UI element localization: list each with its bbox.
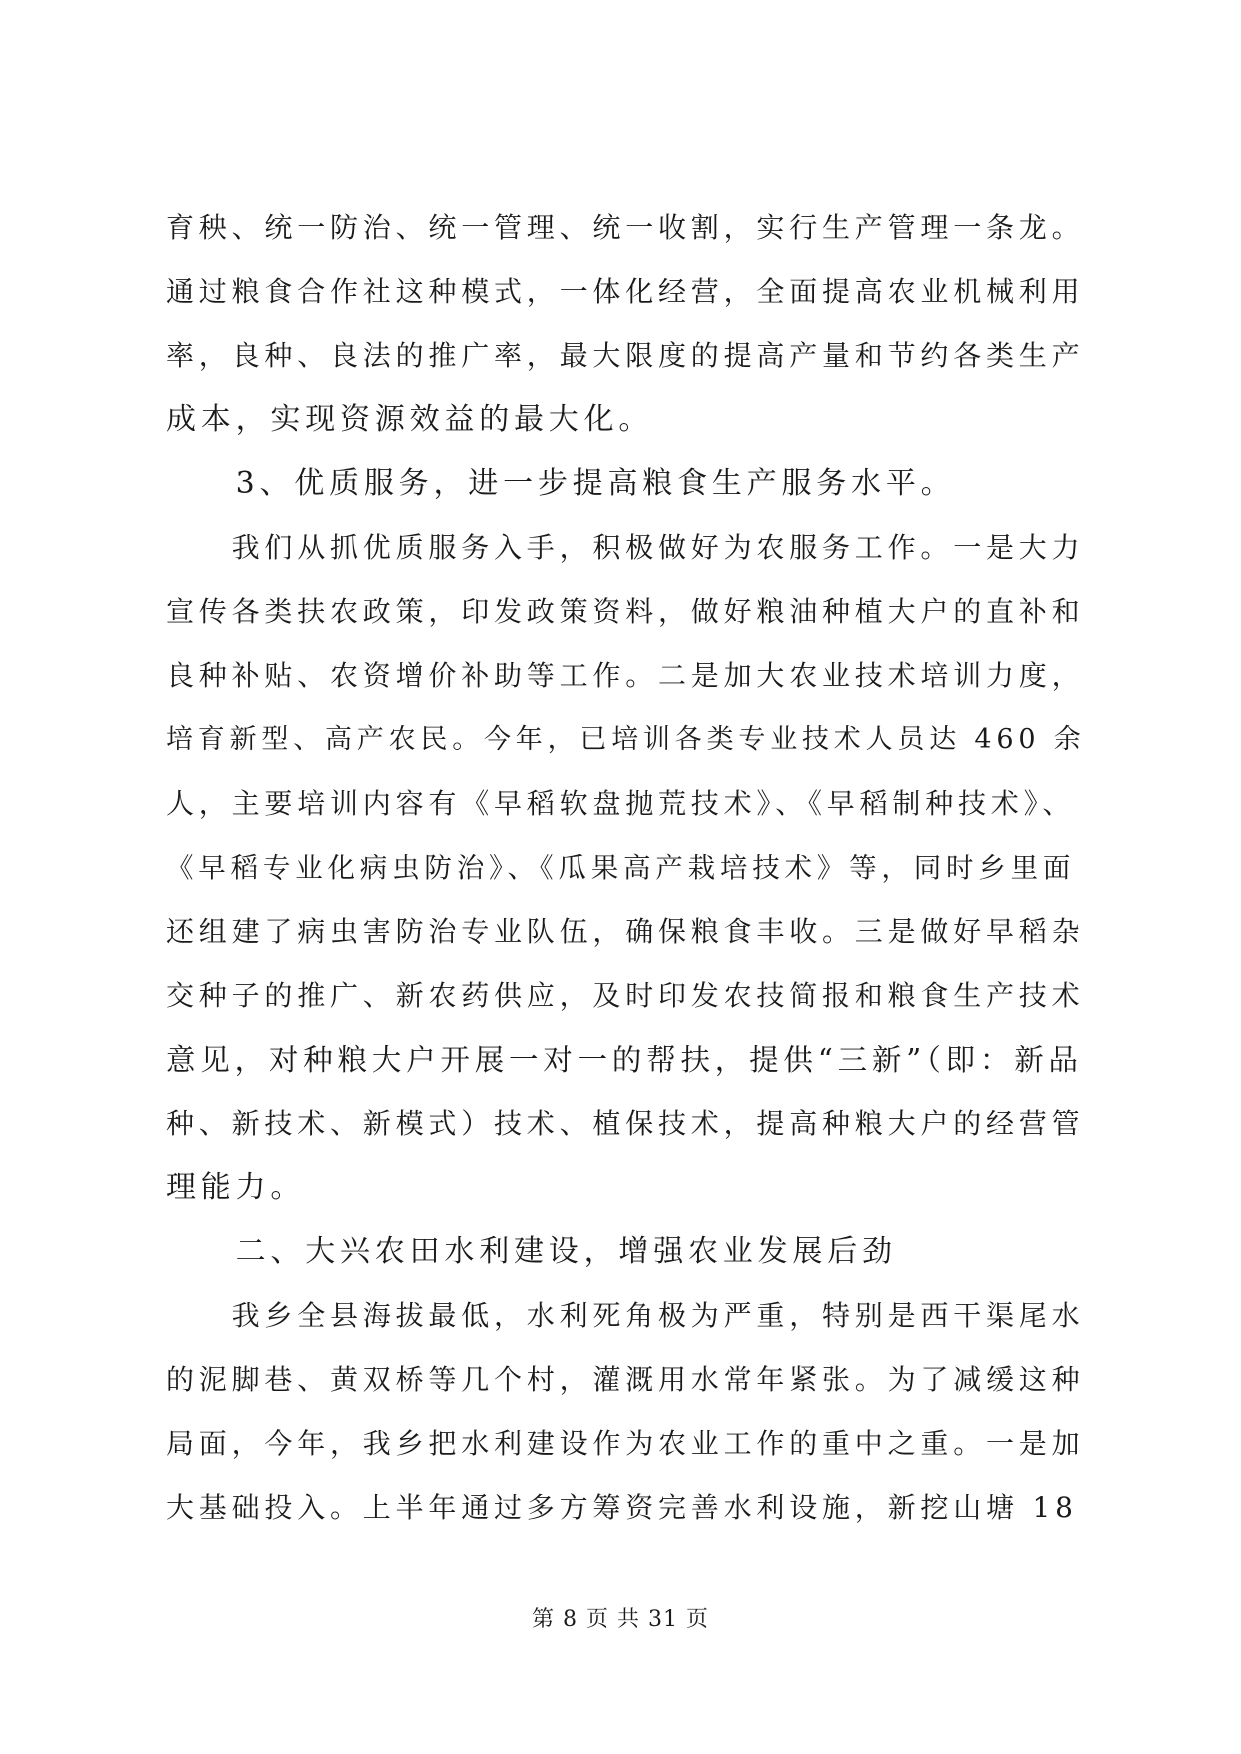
section-heading: 3、优质服务，进一步提高粮食生产服务水平。: [166, 466, 956, 501]
page-number-footer: 第 8 页 共 31 页: [532, 1607, 709, 1632]
section-heading: 二、大兴农田水利建设，增强农业发展后劲: [166, 1234, 897, 1269]
text-line: 理能力。: [166, 1170, 306, 1205]
text-line: 意见，对种粮大户开展一对一的帮扶，提供“三新”（即：新品: [166, 1043, 1083, 1077]
text-line: 交种子的推广、新农药供应，及时印发农技简报和粮食生产技术: [166, 979, 1085, 1012]
text-line: 的泥脚巷、黄双桥等几个村，灌溉用水常年紧张。为了减缓这种: [166, 1363, 1085, 1396]
text-line: 宣传各类扶农政策，印发政策资料，做好粮油种植大户的直补和: [166, 595, 1085, 628]
text-line: 人，主要培训内容有《早稻软盘抛荒技术》、《早稻制种技术》、: [166, 787, 1076, 820]
text-line: 通过粮食合作社这种模式，一体化经营，全面提高农业机械利用: [166, 275, 1085, 308]
text-line: 局面，今年，我乡把水利建设作为农业工作的重中之重。一是加: [166, 1427, 1085, 1460]
text-line: 我乡全县海拔最低，水利死角极为严重，特别是西干渠尾水: [166, 1299, 1085, 1332]
text-line: 育秧、统一防治、统一管理、统一收割，实行生产管理一条龙。: [166, 211, 1085, 244]
text-line: 种、新技术、新模式）技术、植保技术，提高种粮大户的经营管: [166, 1107, 1085, 1140]
text-line: 培育新型、高产农民。今年，已培训各类专业技术人员达 460 余: [166, 724, 1086, 755]
text-line: 率，良种、良法的推广率，最大限度的提高产量和节约各类生产: [166, 339, 1085, 372]
text-line: 《早稻专业化病虫防治》、《瓜果高产栽培技术》等，同时乡里面: [166, 852, 1076, 884]
text-line: 成本，实现资源效益的最大化。: [166, 402, 654, 437]
text-line: 还组建了病虫害防治专业队伍，确保粮食丰收。三是做好早稻杂: [166, 915, 1085, 948]
text-line: 良种补贴、农资增价补助等工作。二是加大农业技术培训力度，: [166, 659, 1085, 692]
text-line: 大基础投入。上半年通过多方筹资完善水利设施，新挖山塘 18: [166, 1491, 1078, 1524]
text-line: 我们从抓优质服务入手，积极做好为农服务工作。一是大力: [166, 531, 1085, 564]
